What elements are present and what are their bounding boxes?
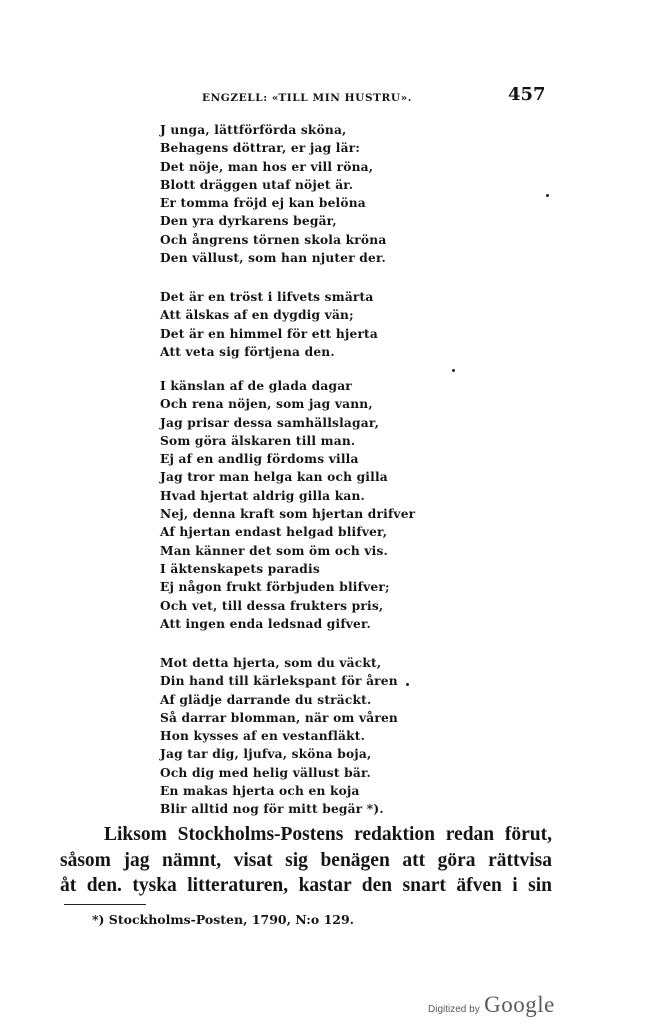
poem-line: Din hand till kärlekspant för åren — [160, 674, 398, 689]
poem-line: Det är en tröst i lifvets smärta — [160, 290, 374, 304]
poem-line: Man känner det som öm och vis. — [160, 543, 388, 558]
poem-line: Att älskas af en dygdig vän; — [160, 308, 354, 323]
poem-line: J unga, lättförförda sköna, — [160, 123, 347, 137]
poem-line: I äktenskapets paradis — [160, 561, 320, 576]
poem-stanza-1 — [160, 121, 386, 267]
poem-line: Jag tror man helga kan och gilla — [160, 470, 388, 485]
ink-speck — [406, 683, 409, 686]
prose-line: såsom jag nämnt, visat sig benägen att göra rättvisa — [60, 849, 552, 871]
poem-line: Blott dräggen utaf nöjet är. — [160, 177, 354, 192]
prose-line: Liksom Stockholms-Postens redaktion redan förut, — [104, 824, 552, 845]
poem-line: Ej någon frukt förbjuden blifver; — [160, 580, 390, 595]
ink-speck — [452, 369, 455, 372]
poem-line: Jag tar dig, ljufva, sköna boja, — [160, 747, 372, 762]
poem-line: Så darrar blomman, när om våren — [160, 710, 398, 725]
poem-line: Det är en himmel för ett hjerta — [160, 326, 378, 341]
poem-line: Den yra dyrkarens begär, — [160, 214, 337, 229]
poem-line: Att veta sig förtjena den. — [160, 344, 335, 359]
watermark-prefix: Digitized by — [428, 1004, 480, 1015]
watermark-brand: Google — [484, 992, 555, 1017]
poem-line: Er tomma fröjd ej kan belöna — [160, 196, 366, 211]
poem-line: I känslan af de glada dagar — [160, 379, 352, 393]
poem-line: Blir alltid nog för mitt begär *). — [160, 802, 384, 817]
poem-line: Och rena nöjen, som jag vann, — [160, 397, 373, 412]
footnote-rule — [64, 904, 146, 905]
running-head: ENGZELL: «TILL MIN HUSTRU». — [202, 92, 413, 104]
poem-line: Mot detta hjerta, som du väckt, — [160, 656, 382, 670]
prose-line: åt den. tyska litteraturen, kastar den snart äfven i sin — [60, 875, 552, 896]
poem-line: Af hjertan endast helgad blifver, — [160, 525, 388, 540]
poem-line: Den vällust, som han njuter der. — [160, 251, 386, 266]
poem-stanza-3 — [160, 377, 415, 633]
poem-stanza-4 — [160, 654, 398, 819]
poem-line: Hvad hjertat aldrig gilla kan. — [160, 488, 365, 503]
digitized-watermark — [428, 992, 555, 1018]
poem-line: Och dig med helig vällust bär. — [160, 765, 371, 780]
page-number: 457 — [508, 84, 546, 105]
poem-line: Att ingen enda ledsnad gifver. — [160, 616, 371, 631]
poem-line: Behagens döttrar, er jag lär: — [160, 141, 361, 156]
poem-line: En makas hjerta och en koja — [160, 784, 360, 799]
poem-line: Som göra älskaren till man. — [160, 433, 356, 448]
poem-line: Och vet, till dessa frukters pris, — [160, 598, 384, 613]
poem-line: Och ångrens törnen skola kröna — [160, 232, 387, 247]
poem-line: Det nöje, man hos er vill röna, — [160, 159, 374, 174]
poem-line: Jag prisar dessa samhällslagar, — [160, 415, 380, 430]
footnote: *) Stockholms-Posten, 1790, N:o 129. — [92, 912, 355, 927]
poem-line: Af glädje darrande du sträckt. — [160, 692, 372, 707]
poem-line: Nej, denna kraft som hjertan drifver — [160, 507, 416, 522]
ink-speck — [546, 194, 549, 197]
poem-stanza-2 — [160, 288, 378, 361]
prose-paragraph — [60, 822, 552, 899]
poem-line: Ej af en andlig fördoms villa — [160, 452, 359, 467]
poem-line: Hon kysses af en vestanfläkt. — [160, 729, 366, 744]
